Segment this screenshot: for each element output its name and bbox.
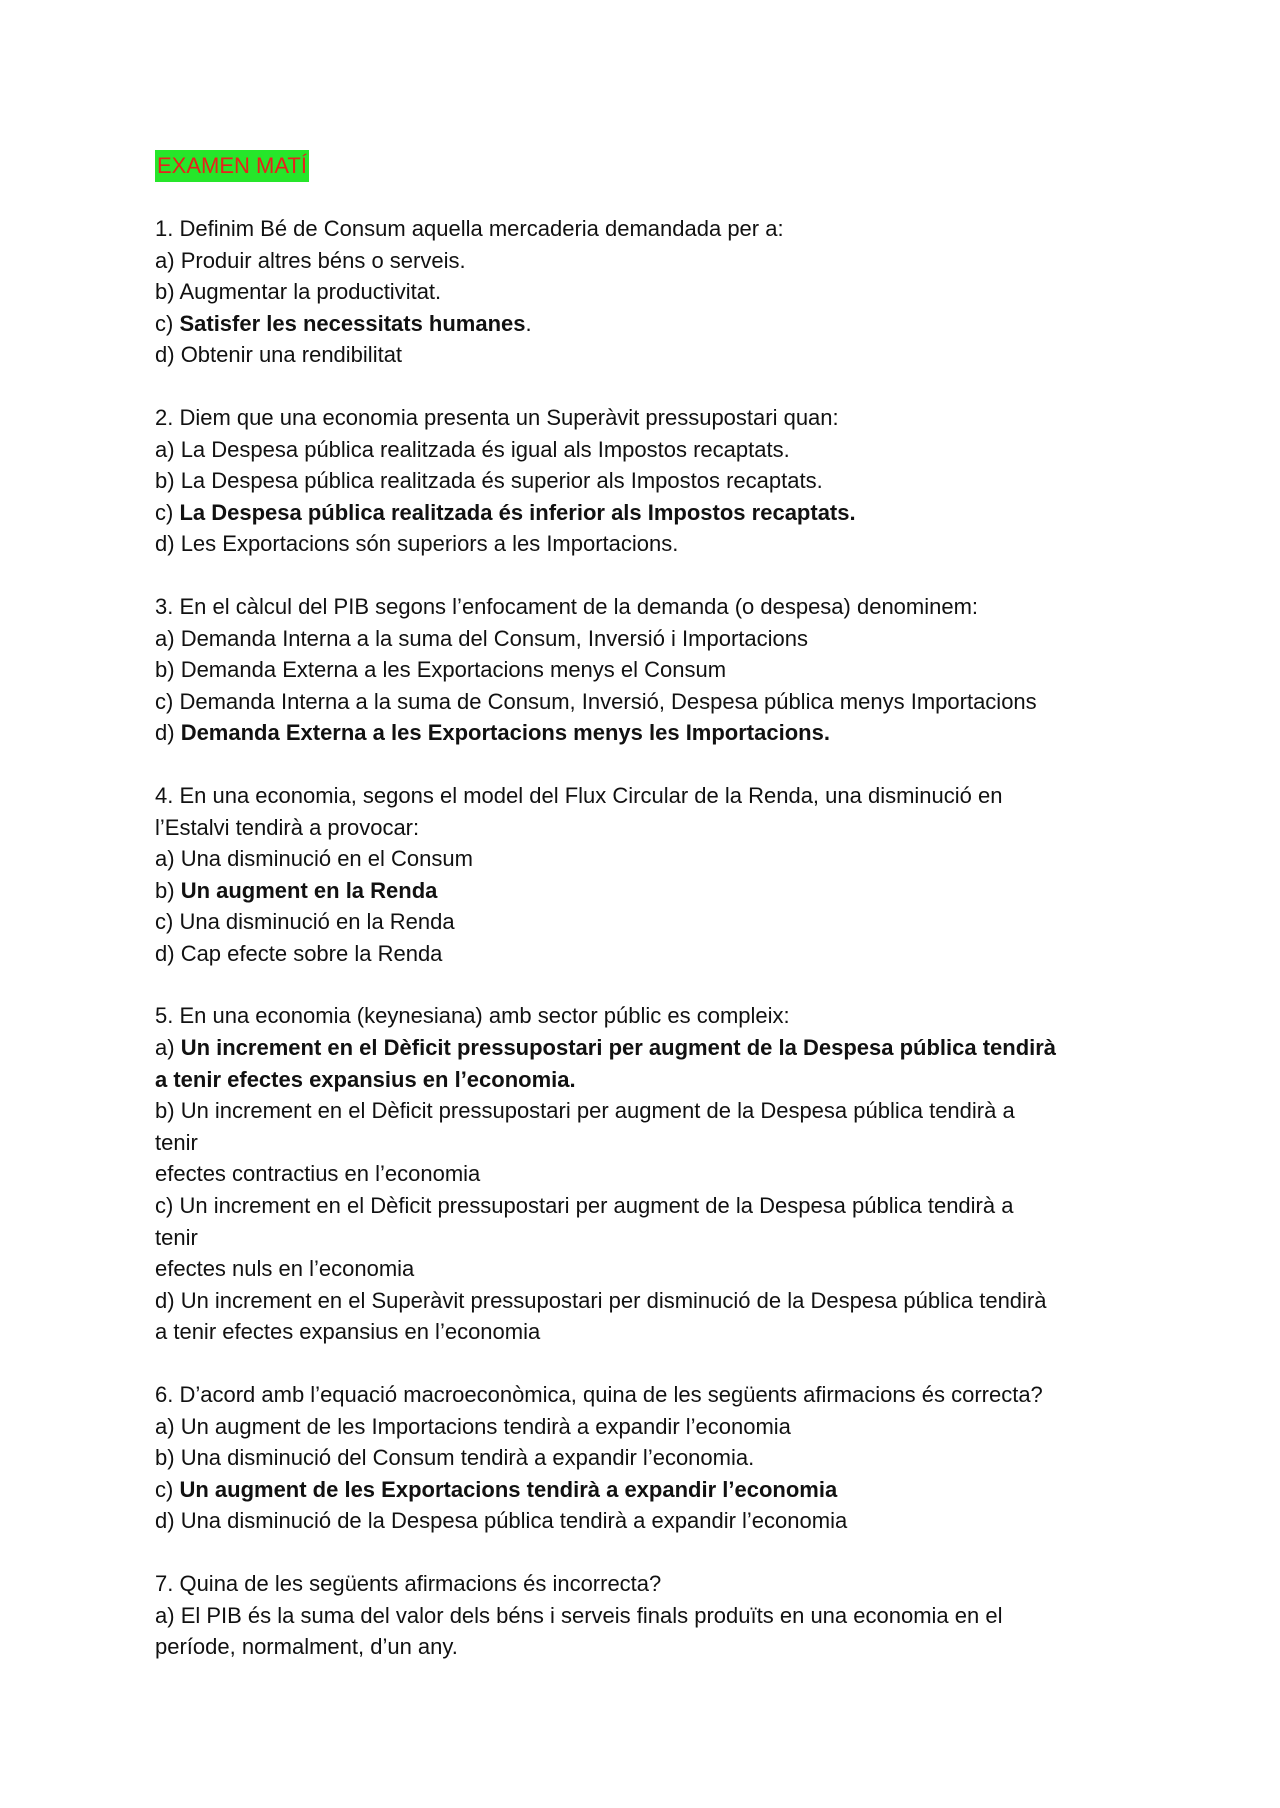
option-text: Una disminució de la Despesa pública tendirà a expandir l’economia xyxy=(180,1508,848,1534)
option-text: La Despesa pública realitzada és igual als Impostos recaptats. xyxy=(180,436,790,462)
answer-option xyxy=(155,906,1155,938)
option-letter: b) xyxy=(155,1445,181,1471)
question-7 xyxy=(155,1568,1155,1663)
option-letter: a) xyxy=(155,247,181,273)
option-text: Demanda Interna a la suma de Consum, Inversió, Despesa pública menys Importacions xyxy=(179,688,1037,714)
question-1 xyxy=(155,213,1155,371)
answer-option xyxy=(155,465,1155,497)
answer-option xyxy=(155,434,1155,466)
question-stem: 5. En una economia (keynesiana) amb sector públic es compleix: xyxy=(155,1003,790,1029)
option-text: Un increment en el Dèficit pressupostari per augment de la Despesa pública tendirà xyxy=(180,1035,1057,1061)
question-stem: 2. Diem que una economia presenta un Superàvit pressupostari quan: xyxy=(155,404,839,430)
option-text: Un augment de les Exportacions tendirà a expandir l’economia xyxy=(179,1476,838,1502)
option-text: a tenir efectes expansius en l’economia. xyxy=(155,1066,576,1092)
question-6 xyxy=(155,1379,1155,1537)
option-text: Cap efecte sobre la Renda xyxy=(180,940,443,966)
option-letter: d) xyxy=(155,531,181,557)
option-text: Demanda Externa a les Exportacions menys el Consum xyxy=(180,657,727,683)
option-letter: a) xyxy=(155,625,181,651)
option-text: Un increment en el Dèficit pressupostari per augment de la Despesa pública tendirà a xyxy=(180,1098,1015,1124)
answer-option-correct xyxy=(155,497,1155,529)
option-letter: b) xyxy=(155,1098,181,1124)
exam-title: EXAMEN MATÍ xyxy=(155,150,309,182)
option-letter: c) xyxy=(155,688,180,714)
answer-option xyxy=(155,1442,1155,1474)
question-stem: 6. D’acord amb l’equació macroeconòmica, quina de les següents afirmacions és correcta? xyxy=(155,1382,1043,1407)
option-letter: a) xyxy=(155,1035,181,1061)
question-3 xyxy=(155,591,1155,749)
answer-option xyxy=(155,245,1155,277)
answer-option xyxy=(155,686,1155,718)
answer-option-correct xyxy=(155,875,1155,907)
question-5 xyxy=(155,1000,1155,1348)
answer-option xyxy=(155,1631,1155,1663)
option-letter: d) xyxy=(155,342,181,368)
option-letter: b) xyxy=(155,279,180,305)
option-letter: c) xyxy=(155,1476,180,1502)
option-text: Augmentar la productivitat. xyxy=(179,279,442,305)
option-letter: d) xyxy=(155,940,181,966)
option-text: Una disminució en la Renda xyxy=(179,909,455,935)
option-text: a tenir efectes expansius en l’economia xyxy=(155,1319,541,1345)
option-text: tenir xyxy=(155,1129,198,1155)
option-letter: d) xyxy=(155,720,181,746)
exam-document xyxy=(155,150,1155,1663)
option-letter: b) xyxy=(155,657,181,683)
option-text: Demanda Interna a la suma del Consum, Inversió i Importacions xyxy=(180,625,808,651)
option-text: Un augment en la Renda xyxy=(180,877,438,903)
answer-option-correct xyxy=(155,1064,1155,1096)
question-stem: 4. En una economia, segons el model del Flux Circular de la Renda, una disminució en xyxy=(155,782,1003,808)
answer-option xyxy=(155,1158,1155,1190)
answer-option xyxy=(155,623,1155,655)
option-letter: d) xyxy=(155,1508,181,1534)
answer-option xyxy=(155,1222,1155,1254)
option-text: Un augment de les Importacions tendirà a expandir l’economia xyxy=(180,1413,791,1439)
question-stem: l’Estalvi tendirà a provocar: xyxy=(155,814,420,840)
question-4 xyxy=(155,780,1155,970)
answer-option xyxy=(155,1316,1155,1348)
option-text: Una disminució del Consum tendirà a expandir l’economia. xyxy=(180,1445,755,1471)
answer-option xyxy=(155,1253,1155,1285)
answer-option xyxy=(155,1190,1155,1222)
option-letter: c) xyxy=(155,310,180,336)
option-suffix: . xyxy=(525,310,532,336)
option-text: Satisfer les necessitats humanes xyxy=(179,310,526,336)
question-stem: 1. Definim Bé de Consum aquella mercaderia demandada per a: xyxy=(155,216,784,241)
option-letter: b) xyxy=(155,468,181,494)
option-letter: b) xyxy=(155,877,181,903)
answer-option-correct xyxy=(155,717,1155,749)
option-letter: a) xyxy=(155,1602,181,1628)
answer-option-correct xyxy=(155,308,1155,340)
answer-option xyxy=(155,339,1155,371)
option-text: Una disminució en el Consum xyxy=(180,846,473,872)
option-text: Un increment en el Dèficit pressupostari per augment de la Despesa pública tendirà a xyxy=(179,1193,1014,1219)
option-letter: a) xyxy=(155,1413,181,1439)
option-text: Produir altres béns o serveis. xyxy=(180,247,466,273)
option-text: La Despesa pública realitzada és superior als Impostos recaptats. xyxy=(180,468,823,494)
question-2 xyxy=(155,402,1155,560)
option-text: Obtenir una rendibilitat xyxy=(180,342,403,368)
option-text: Un increment en el Superàvit pressupostari per disminució de la Despesa pública tendirà xyxy=(180,1287,1047,1313)
question-list xyxy=(155,213,1155,1663)
answer-option xyxy=(155,1285,1155,1317)
option-text: efectes contractius en l’economia xyxy=(155,1161,481,1187)
answer-option xyxy=(155,843,1155,875)
option-text: Demanda Externa a les Exportacions menys les Importacions. xyxy=(180,720,830,746)
option-text: tenir xyxy=(155,1224,198,1250)
option-text: període, normalment, d’un any. xyxy=(155,1634,458,1660)
option-letter: d) xyxy=(155,1287,181,1313)
option-letter: c) xyxy=(155,499,180,525)
answer-option xyxy=(155,654,1155,686)
answer-option xyxy=(155,1095,1155,1127)
option-text: Les Exportacions són superiors a les Importacions. xyxy=(180,531,679,557)
question-stem: 3. En el càlcul del PIB segons l’enfocament de la demanda (o despesa) denominem: xyxy=(155,593,979,619)
option-text: efectes nuls en l’economia xyxy=(155,1256,415,1282)
option-text: El PIB és la suma del valor dels béns i serveis finals produïts en una economia en el xyxy=(180,1602,1003,1628)
answer-option xyxy=(155,1600,1155,1632)
option-letter: c) xyxy=(155,1193,180,1219)
answer-option-correct xyxy=(155,1474,1155,1506)
answer-option-correct xyxy=(155,1032,1155,1064)
answer-option xyxy=(155,1411,1155,1443)
question-stem: 7. Quina de les següents afirmacions és incorrecta? xyxy=(155,1570,662,1596)
option-text: La Despesa pública realitzada és inferior als Impostos recaptats. xyxy=(179,499,856,525)
answer-option xyxy=(155,1127,1155,1159)
option-letter: a) xyxy=(155,846,181,872)
option-letter: c) xyxy=(155,909,180,935)
answer-option xyxy=(155,276,1155,308)
option-letter: a) xyxy=(155,436,181,462)
answer-option xyxy=(155,1505,1155,1537)
answer-option xyxy=(155,938,1155,970)
answer-option xyxy=(155,528,1155,560)
